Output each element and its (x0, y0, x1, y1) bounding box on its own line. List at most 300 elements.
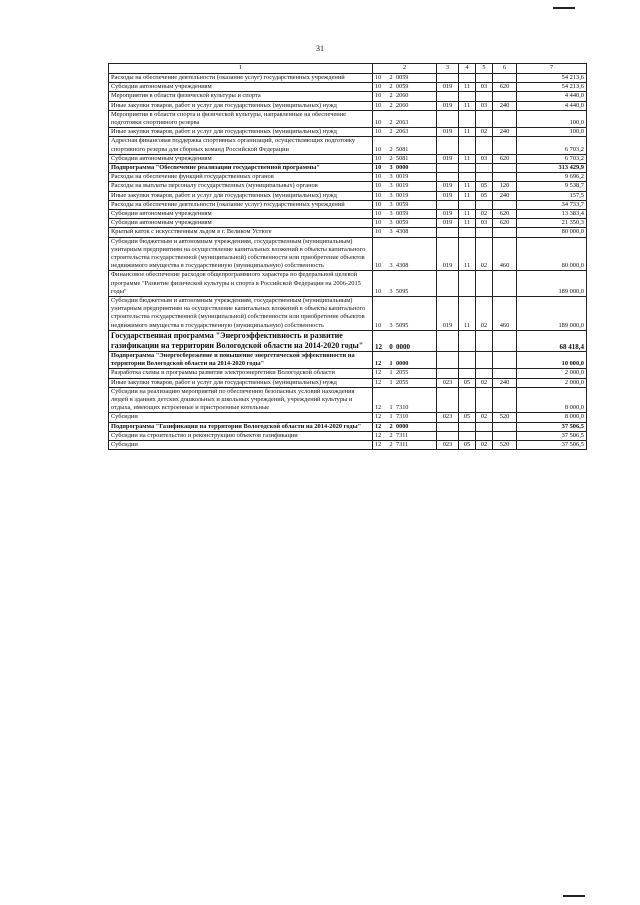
header-cell-4: 4 (459, 64, 476, 74)
row-subsection-code: 03 (476, 101, 493, 110)
row-name: Субсидии автономным учреждениям (109, 210, 373, 219)
target-program-code: 12 (375, 378, 382, 386)
row-ministry-code: 023 (437, 413, 459, 422)
row-section-code (459, 431, 476, 440)
row-section-code (459, 200, 476, 209)
target-subprogram-code: 1 (389, 378, 393, 386)
target-program-code: 12 (375, 431, 382, 439)
row-expense-type-code (493, 330, 517, 351)
row-ministry-code: 019 (437, 191, 459, 200)
target-direction-code: 0019 (396, 182, 409, 190)
row-ministry-code (437, 369, 459, 378)
target-subprogram-code: 3 (389, 262, 393, 270)
row-ministry-code: 023 (437, 440, 459, 449)
table-row (109, 378, 587, 387)
target-subprogram-code: 3 (389, 219, 393, 227)
table-row (109, 74, 587, 83)
target-program-code: 10 (375, 101, 382, 109)
target-direction-code: 0019 (396, 173, 409, 181)
row-expense-type-code: 520 (493, 440, 517, 449)
target-subprogram-code: 1 (389, 369, 393, 377)
row-target-article (373, 422, 437, 431)
row-target-article (373, 191, 437, 200)
row-name: Субсидии автономным учреждениям (109, 154, 373, 163)
target-subprogram-code: 1 (389, 413, 393, 421)
table-row (109, 182, 587, 191)
target-program-code: 10 (375, 164, 382, 172)
target-subprogram-code: 3 (389, 182, 393, 190)
row-target-article (373, 182, 437, 191)
target-direction-code: 0000 (396, 360, 409, 368)
row-amount: 34 733,7 (517, 200, 587, 209)
row-section-code (459, 351, 476, 368)
target-subprogram-code: 2 (389, 101, 393, 109)
row-amount: 4 440,0 (517, 101, 587, 110)
target-program-code: 10 (375, 191, 382, 199)
target-program-code: 12 (375, 342, 382, 351)
target-direction-code: 0059 (396, 219, 409, 227)
row-target-article (373, 330, 437, 351)
row-section-code (459, 110, 476, 127)
target-program-code: 10 (375, 228, 382, 236)
table-row (109, 440, 587, 449)
row-expense-type-code: 460 (493, 297, 517, 331)
row-subsection-code (476, 228, 493, 237)
row-ministry-code: 019 (437, 154, 459, 163)
row-subsection-code: 02 (476, 440, 493, 449)
row-name: Подпрограмма "Энергосбережение и повышение энергетической эффективности на территории Вологодской области на 2014-2020 годы" (109, 351, 373, 368)
row-ministry-code (437, 74, 459, 83)
row-amount: 37 506,5 (517, 440, 587, 449)
row-target-article (373, 101, 437, 110)
row-section-code: 11 (459, 128, 476, 137)
table-row (109, 210, 587, 219)
row-amount: 6 703,2 (517, 137, 587, 154)
target-subprogram-code: 3 (389, 164, 393, 172)
row-amount: 189 000,0 (517, 271, 587, 297)
row-expense-type-code: 620 (493, 83, 517, 92)
target-direction-code: 7311 (396, 431, 409, 439)
row-name: Разработка схемы и программы развития электроэнергетики Вологодской области (109, 369, 373, 378)
header-cell-6: 6 (493, 64, 517, 74)
table-row (109, 271, 587, 297)
target-program-code: 10 (375, 128, 382, 136)
row-ministry-code (437, 271, 459, 297)
target-subprogram-code: 2 (389, 431, 393, 439)
table-row (109, 387, 587, 413)
row-target-article (373, 413, 437, 422)
row-subsection-code (476, 431, 493, 440)
target-subprogram-code: 3 (389, 321, 393, 329)
row-subsection-code (476, 200, 493, 209)
row-section-code: 05 (459, 378, 476, 387)
row-subsection-code: 03 (476, 83, 493, 92)
row-name: Расходы на обеспечение деятельности (оказание услуг) государственных учреждений (109, 74, 373, 83)
table-row (109, 137, 587, 154)
table-row (109, 351, 587, 368)
row-section-code: 11 (459, 191, 476, 200)
row-subsection-code (476, 173, 493, 182)
row-ministry-code: 019 (437, 83, 459, 92)
table-row (109, 297, 587, 331)
row-ministry-code: 019 (437, 219, 459, 228)
row-expense-type-code: 620 (493, 219, 517, 228)
target-subprogram-code: 2 (389, 74, 393, 81)
table-row (109, 92, 587, 101)
header-cell-1: 1 (109, 64, 373, 74)
row-section-code: 05 (459, 413, 476, 422)
row-expense-type-code (493, 173, 517, 182)
table-row (109, 83, 587, 92)
target-direction-code: 0000 (396, 422, 409, 430)
row-section-code (459, 422, 476, 431)
row-ministry-code (437, 92, 459, 101)
row-amount: 54 213,6 (517, 74, 587, 83)
target-subprogram-code: 1 (389, 360, 393, 368)
row-target-article (373, 351, 437, 368)
row-name: Мероприятия в области спорта и физической культуры, направленные на обеспечение подготовки спортивного резерва (109, 110, 373, 127)
row-name: Иные закупки товаров, работ и услуг для государственных (муниципальных) нужд (109, 101, 373, 110)
row-subsection-code: 02 (476, 210, 493, 219)
row-name: Мероприятия в области физической культуры и спорта (109, 92, 373, 101)
row-target-article (373, 92, 437, 101)
target-direction-code: 5081 (396, 145, 409, 153)
row-ministry-code: 023 (437, 378, 459, 387)
target-program-code: 10 (375, 210, 382, 218)
row-ministry-code (437, 137, 459, 154)
row-expense-type-code: 240 (493, 378, 517, 387)
row-subsection-code (476, 110, 493, 127)
table-header-row (109, 64, 587, 74)
row-ministry-code (437, 387, 459, 413)
row-subsection-code: 02 (476, 378, 493, 387)
target-direction-code: 2055 (396, 378, 409, 386)
row-amount: 313 429,9 (517, 164, 587, 173)
table-row (109, 200, 587, 209)
row-ministry-code (437, 173, 459, 182)
target-program-code: 10 (375, 145, 382, 153)
row-amount: 9 696,2 (517, 173, 587, 182)
row-amount: 8 000,0 (517, 413, 587, 422)
row-target-article (373, 173, 437, 182)
target-program-code: 10 (375, 182, 382, 190)
row-ministry-code (437, 351, 459, 368)
row-section-code: 11 (459, 154, 476, 163)
table-row (109, 128, 587, 137)
row-amount: 157,5 (517, 191, 587, 200)
target-direction-code: 2063 (396, 128, 409, 136)
row-amount: 8 000,0 (517, 387, 587, 413)
row-expense-type-code (493, 271, 517, 297)
target-program-code: 12 (375, 422, 382, 430)
table-row (109, 191, 587, 200)
target-subprogram-code: 3 (389, 173, 393, 181)
table-row (109, 413, 587, 422)
row-amount: 80 000,0 (517, 228, 587, 237)
target-program-code: 12 (375, 360, 382, 368)
row-ministry-code: 019 (437, 128, 459, 137)
row-subsection-code: 02 (476, 128, 493, 137)
row-expense-type-code (493, 137, 517, 154)
row-subsection-code (476, 74, 493, 83)
table-row (109, 330, 587, 351)
row-subsection-code (476, 137, 493, 154)
target-direction-code: 7310 (396, 413, 409, 421)
row-name: Субсидии автономным учреждениям (109, 219, 373, 228)
row-amount: 100,0 (517, 110, 587, 127)
row-target-article (373, 74, 437, 83)
row-expense-type-code (493, 110, 517, 127)
row-expense-type-code (493, 431, 517, 440)
row-amount: 80 000,0 (517, 237, 587, 271)
table-row (109, 164, 587, 173)
row-target-article (373, 440, 437, 449)
row-target-article (373, 297, 437, 331)
target-program-code: 10 (375, 74, 382, 81)
row-target-article (373, 128, 437, 137)
target-direction-code: 5095 (396, 287, 409, 295)
row-ministry-code (437, 110, 459, 127)
scan-mark-top (553, 7, 575, 9)
target-direction-code: 7311 (396, 440, 409, 448)
row-name: Субсидии на строительство и реконструкцию объектов газификации (109, 431, 373, 440)
row-subsection-code: 02 (476, 237, 493, 271)
row-expense-type-code (493, 74, 517, 83)
row-amount: 4 440,0 (517, 92, 587, 101)
header-cell-7: 7 (517, 64, 587, 74)
target-direction-code: 7310 (396, 404, 409, 412)
row-section-code (459, 164, 476, 173)
row-section-code: 11 (459, 237, 476, 271)
row-ministry-code (437, 200, 459, 209)
row-section-code: 11 (459, 182, 476, 191)
target-direction-code: 5095 (396, 321, 409, 329)
row-target-article (373, 137, 437, 154)
row-amount: 6 703,2 (517, 154, 587, 163)
target-direction-code: 0059 (396, 74, 409, 81)
row-name: Адресная финансовая поддержка спортивных организаций, осуществляющих подготовку спортивного резерва для сборных команд Российской Федерации (109, 137, 373, 154)
row-subsection-code (476, 387, 493, 413)
row-section-code: 11 (459, 219, 476, 228)
row-target-article (373, 228, 437, 237)
row-ministry-code (437, 164, 459, 173)
target-direction-code: 5081 (396, 154, 409, 162)
row-name: Субсидии (109, 440, 373, 449)
target-subprogram-code: 0 (389, 342, 393, 351)
row-expense-type-code: 240 (493, 128, 517, 137)
row-ministry-code (437, 422, 459, 431)
row-target-article (373, 154, 437, 163)
table-row (109, 101, 587, 110)
table-row (109, 237, 587, 271)
row-name: Расходы на обеспечение деятельности (оказание услуг) государственных учреждений (109, 200, 373, 209)
row-subsection-code: 05 (476, 191, 493, 200)
row-subsection-code (476, 422, 493, 431)
target-program-code: 10 (375, 219, 382, 227)
row-section-code: 11 (459, 297, 476, 331)
row-amount: 37 506,5 (517, 422, 587, 431)
target-program-code: 12 (375, 404, 382, 412)
row-name: Подпрограмма "Обеспечение реализации государственной программы" (109, 164, 373, 173)
row-amount: 37 506,5 (517, 431, 587, 440)
row-subsection-code: 05 (476, 182, 493, 191)
target-direction-code: 4308 (396, 228, 409, 236)
target-direction-code: 0059 (396, 200, 409, 208)
target-subprogram-code: 3 (389, 287, 393, 295)
row-subsection-code: 03 (476, 219, 493, 228)
row-name: Субсидии на реализацию мероприятий по обеспечению безопасных условий нахождения людей в зданиях детских дошкольных и школьных учреждений, учреждений культуры и отдыха, имеющих встроенные и пристроенные котельные (109, 387, 373, 413)
row-expense-type-code (493, 164, 517, 173)
row-ministry-code (437, 431, 459, 440)
row-target-article (373, 237, 437, 271)
row-subsection-code (476, 164, 493, 173)
row-expense-type-code: 620 (493, 154, 517, 163)
target-subprogram-code: 2 (389, 92, 393, 100)
row-section-code: 05 (459, 440, 476, 449)
row-expense-type-code (493, 228, 517, 237)
row-section-code (459, 92, 476, 101)
row-name: Подпрограмма "Газификация на территории Вологодской области на 2014-2020 годы" (109, 422, 373, 431)
row-target-article (373, 110, 437, 127)
row-subsection-code (476, 271, 493, 297)
target-subprogram-code: 2 (389, 440, 393, 448)
target-program-code: 10 (375, 173, 382, 181)
table-row (109, 422, 587, 431)
target-direction-code: 4308 (396, 262, 409, 270)
row-amount: 2 000,0 (517, 378, 587, 387)
row-subsection-code (476, 351, 493, 368)
row-section-code (459, 271, 476, 297)
target-subprogram-code: 3 (389, 200, 393, 208)
row-name: Расходы на обеспечение функций государственных органов (109, 173, 373, 182)
row-expense-type-code (493, 92, 517, 101)
page-number: 31 (316, 44, 324, 53)
row-name: Расходы на выплаты персоналу государственных (муниципальных) органов (109, 182, 373, 191)
target-subprogram-code: 2 (389, 119, 393, 127)
row-expense-type-code (493, 351, 517, 368)
row-name: Иные закупки товаров, работ и услуг для государственных (муниципальных) нужд (109, 128, 373, 137)
row-name: Субсидии бюджетным и автономным учреждениям, государственным (муниципальным) унитарным предприятиям на осуществление капитальных вложений в объекты капитального строительства государственной (муниципальной) собственности или приобретение объектов недвижимого имущества в государственную (муниципальную) собственность (109, 297, 373, 331)
row-name: Субсидии бюджетным и автономным учреждениям, государственным (муниципальным) унитарным предприятиям на осуществление капитальных вложений в объекты капитального строительства государственной (муниципальной) собственности или приобретение объектов недвижимого имущества в государственную (муниципальную) собственность (109, 237, 373, 271)
target-subprogram-code: 3 (389, 228, 393, 236)
row-amount: 10 000,0 (517, 351, 587, 368)
header-cell-2: 2 (373, 64, 437, 74)
table-row (109, 431, 587, 440)
row-subsection-code (476, 330, 493, 351)
row-section-code (459, 228, 476, 237)
target-subprogram-code: 2 (389, 422, 393, 430)
target-subprogram-code: 3 (389, 210, 393, 218)
row-target-article (373, 200, 437, 209)
row-amount: 54 213,6 (517, 83, 587, 92)
target-program-code: 10 (375, 262, 382, 270)
row-section-code: 11 (459, 83, 476, 92)
row-expense-type-code: 120 (493, 182, 517, 191)
row-target-article (373, 83, 437, 92)
target-program-code: 10 (375, 287, 382, 295)
row-ministry-code: 019 (437, 297, 459, 331)
target-direction-code: 0059 (396, 83, 409, 91)
row-target-article (373, 219, 437, 228)
table-row (109, 154, 587, 163)
target-program-code: 10 (375, 83, 382, 91)
row-name: Государственная программа "Энергоэффективность и развитие газификации на территории Вологодской области на 2014-2020 годы" (109, 330, 373, 351)
row-expense-type-code: 620 (493, 210, 517, 219)
table-row (109, 110, 587, 127)
row-subsection-code (476, 92, 493, 101)
table-row (109, 173, 587, 182)
target-program-code: 10 (375, 154, 382, 162)
target-direction-code: 2055 (396, 369, 409, 377)
target-subprogram-code: 2 (389, 154, 393, 162)
row-section-code: 11 (459, 210, 476, 219)
row-section-code (459, 369, 476, 378)
row-target-article (373, 164, 437, 173)
row-expense-type-code: 460 (493, 237, 517, 271)
target-subprogram-code: 2 (389, 145, 393, 153)
row-amount: 13 383,4 (517, 210, 587, 219)
target-subprogram-code: 1 (389, 404, 393, 412)
row-amount: 100,0 (517, 128, 587, 137)
row-target-article (373, 271, 437, 297)
target-program-code: 10 (375, 119, 382, 127)
target-direction-code: 2060 (396, 92, 409, 100)
row-ministry-code: 019 (437, 237, 459, 271)
row-ministry-code (437, 330, 459, 351)
row-subsection-code: 02 (476, 297, 493, 331)
row-name: Иные закупки товаров, работ и услуг для государственных (муниципальных) нужд (109, 191, 373, 200)
table-row (109, 228, 587, 237)
target-direction-code: 0000 (396, 342, 410, 351)
budget-table (108, 63, 587, 450)
row-ministry-code: 019 (437, 182, 459, 191)
row-target-article (373, 378, 437, 387)
target-direction-code: 0019 (396, 191, 409, 199)
target-direction-code: 2063 (396, 119, 409, 127)
row-expense-type-code (493, 422, 517, 431)
target-direction-code: 0059 (396, 210, 409, 218)
row-amount: 2 000,0 (517, 369, 587, 378)
row-subsection-code: 02 (476, 413, 493, 422)
row-expense-type-code: 240 (493, 101, 517, 110)
row-name: Иные закупки товаров, работ и услуг для государственных (муниципальных) нужд (109, 378, 373, 387)
target-program-code: 12 (375, 413, 382, 421)
scan-mark-bottom (563, 895, 585, 897)
row-section-code (459, 74, 476, 83)
table-row (109, 219, 587, 228)
row-ministry-code (437, 228, 459, 237)
row-section-code (459, 387, 476, 413)
target-program-code: 12 (375, 369, 382, 377)
row-amount: 189 000,0 (517, 297, 587, 331)
row-section-code: 11 (459, 101, 476, 110)
target-direction-code: 0000 (396, 164, 409, 172)
row-amount: 9 538,7 (517, 182, 587, 191)
row-target-article (373, 431, 437, 440)
row-ministry-code: 019 (437, 210, 459, 219)
target-subprogram-code: 3 (389, 191, 393, 199)
target-program-code: 12 (375, 440, 382, 448)
row-expense-type-code (493, 200, 517, 209)
row-section-code (459, 173, 476, 182)
row-section-code (459, 330, 476, 351)
row-name: Финансовое обеспечение расходов общепрограммного характера по федеральной целевой программе "Развитие физической культуры и спорта в Российской Федерации на 2006-2015 годы" (109, 271, 373, 297)
row-expense-type-code: 520 (493, 413, 517, 422)
target-program-code: 10 (375, 92, 382, 100)
row-expense-type-code (493, 369, 517, 378)
target-program-code: 10 (375, 200, 382, 208)
table-body (109, 74, 587, 450)
